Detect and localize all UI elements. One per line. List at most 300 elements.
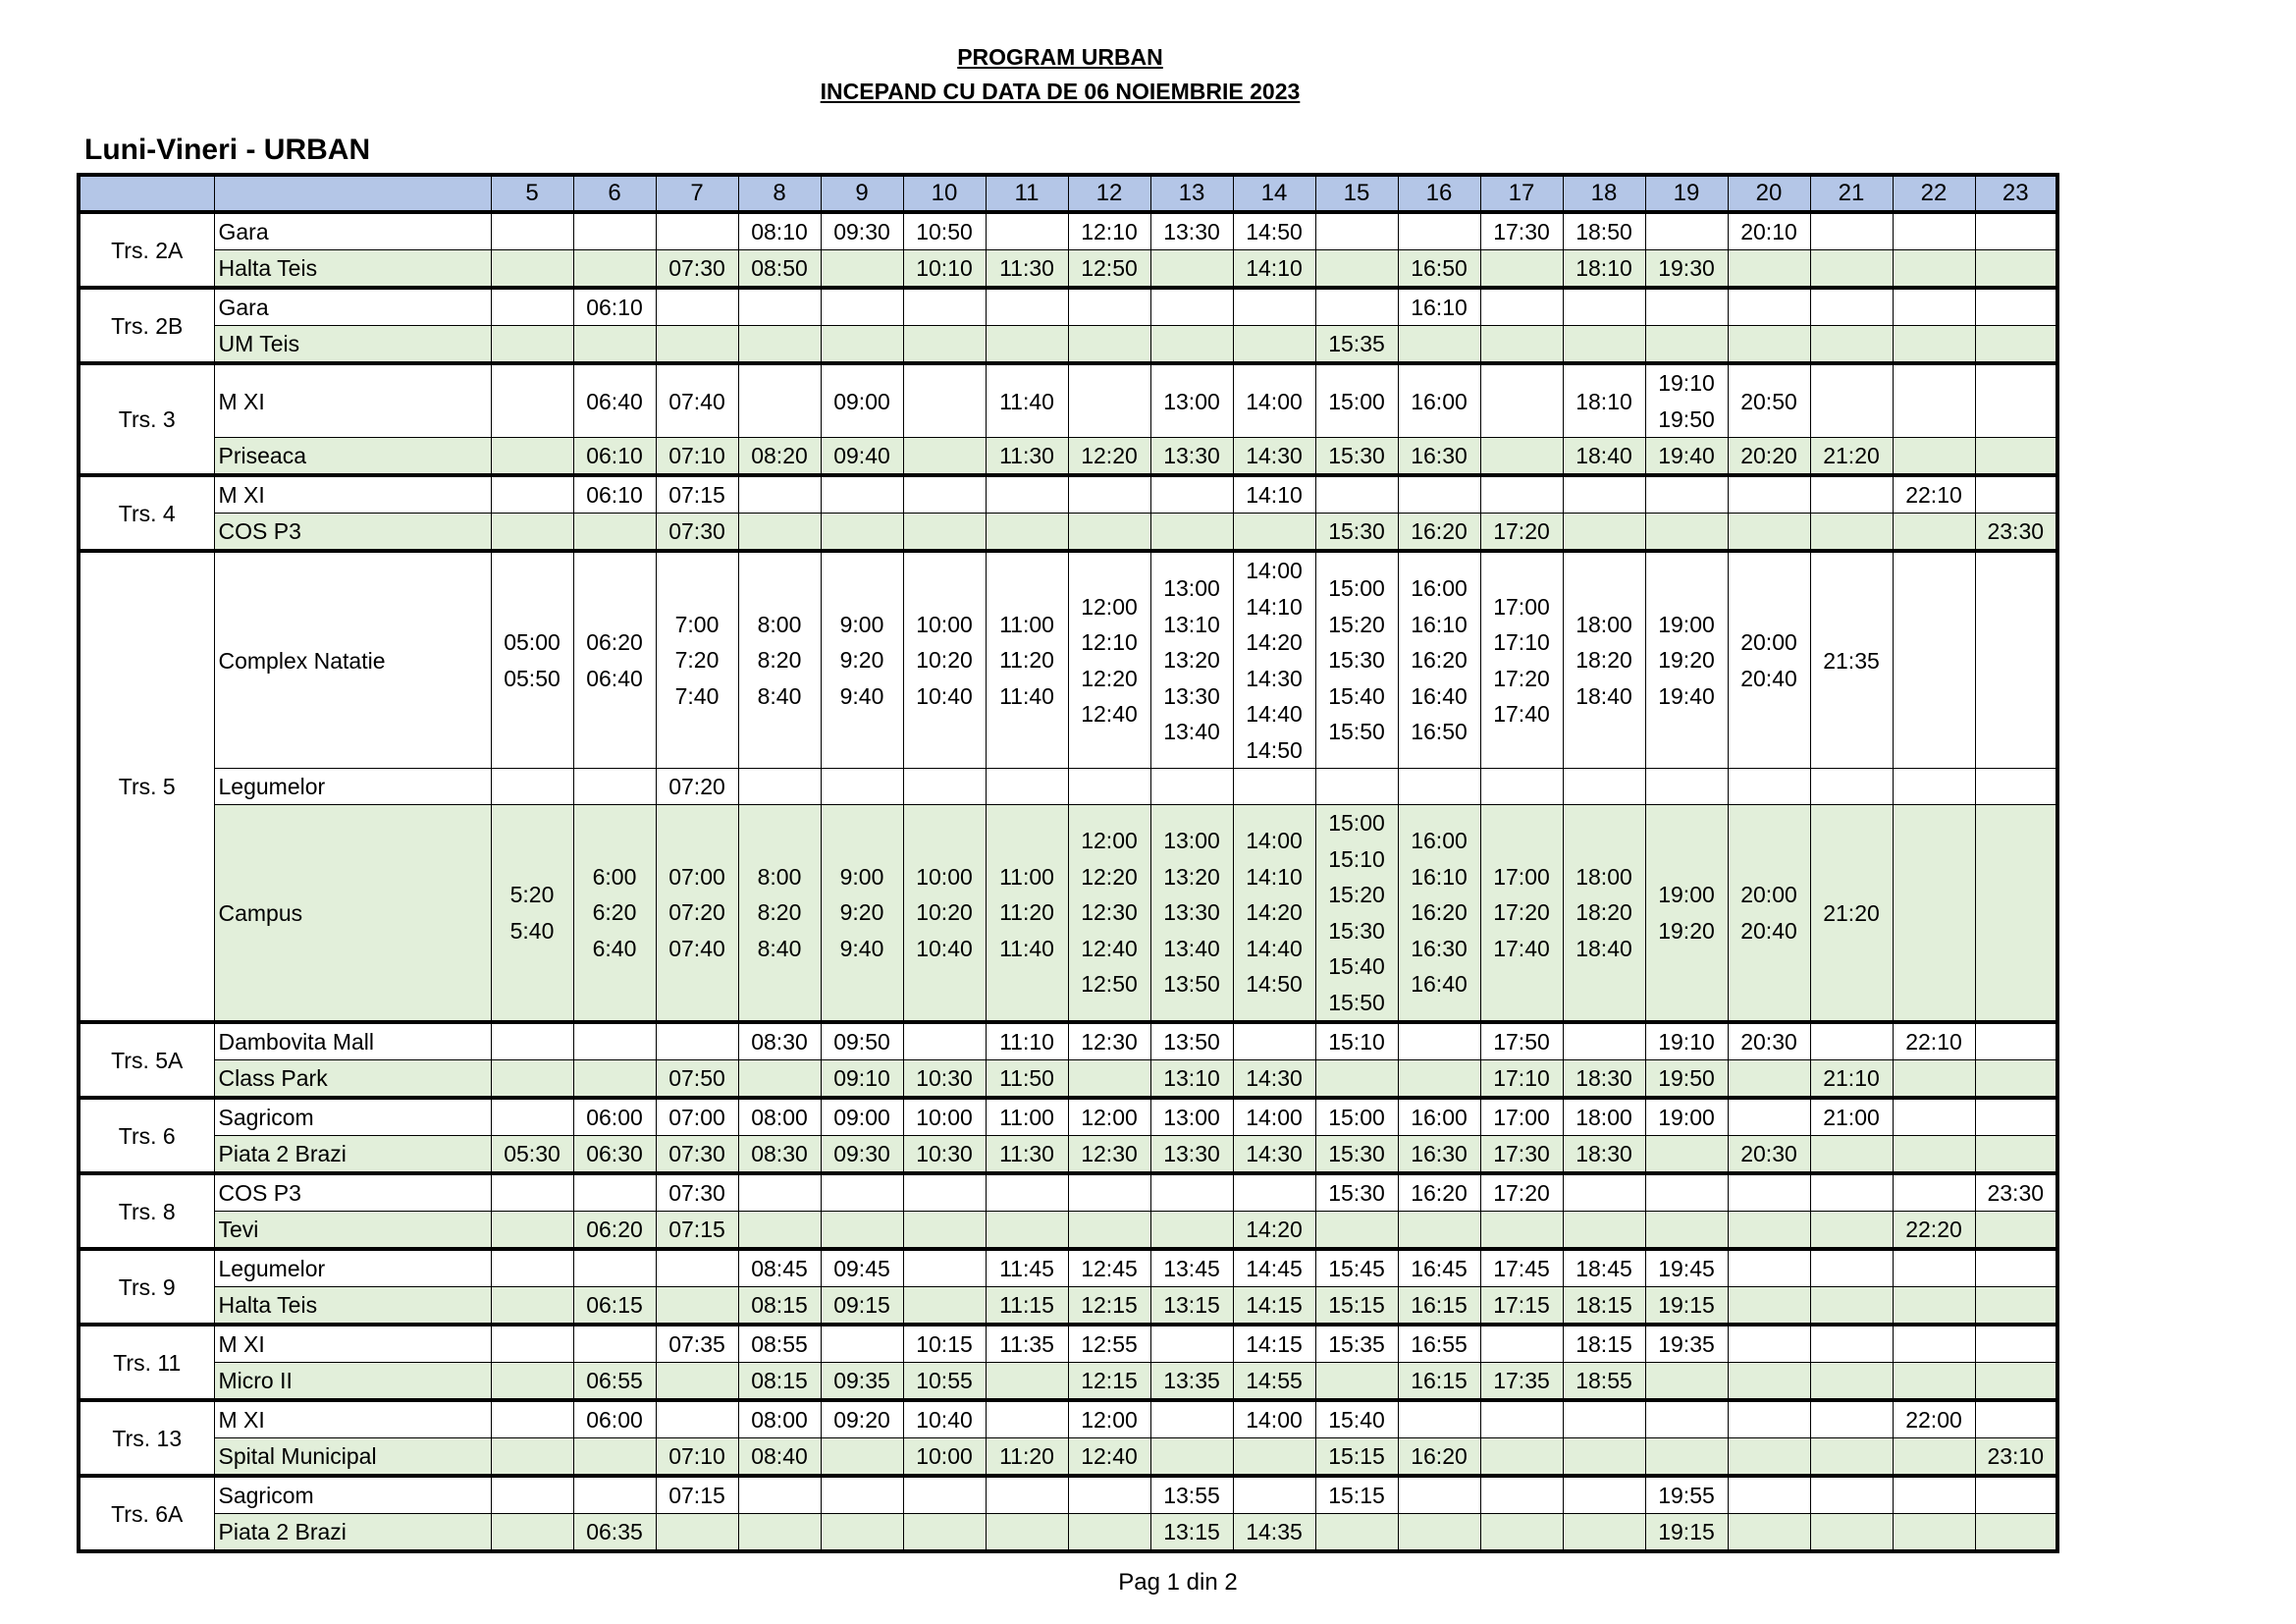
route-label: Trs. 6 (79, 1098, 214, 1173)
departure-time-cell: 19:15 (1645, 1287, 1728, 1326)
departure-time-cell (1893, 551, 1975, 769)
departure-time: 11:20 (999, 647, 1054, 674)
departure-time-cell (1563, 326, 1645, 364)
departure-time-cell (1398, 1060, 1480, 1099)
departure-time-cell: 07:30 (656, 1136, 738, 1174)
departure-time-cell (1810, 1173, 1893, 1212)
departure-time-cell: 13:50 (1150, 1022, 1233, 1060)
departure-time-cell: 08:00 (738, 1098, 821, 1136)
header-blank-cell (214, 175, 491, 212)
departure-time-cell (491, 363, 573, 438)
departure-time-cell: 08:15 (738, 1363, 821, 1401)
departure-time-cell: 15:45 (1315, 1249, 1398, 1287)
departure-time-cell: 16:30 (1398, 1136, 1480, 1174)
departure-time-cell (1563, 288, 1645, 326)
departure-time-cell (903, 551, 986, 769)
departure-time-cell (1975, 551, 2057, 769)
departure-time-cell (573, 514, 656, 552)
departure-time-cell: 09:15 (821, 1287, 903, 1326)
departure-time-cell: 15:35 (1315, 326, 1398, 364)
departure-time: 14:30 (1246, 665, 1303, 691)
route-label: Trs. 5A (79, 1022, 214, 1098)
departure-time-cell (1810, 1212, 1893, 1250)
departure-time-cell: 06:00 (573, 1400, 656, 1438)
departure-time: 14:20 (1246, 899, 1303, 926)
departure-time: 18:00 (1575, 611, 1632, 637)
departure-time-cell (1068, 1476, 1150, 1514)
departure-time-cell (1480, 250, 1563, 289)
departure-time: 5:20 (509, 882, 555, 907)
departure-time-cell: 16:20 (1398, 1438, 1480, 1477)
departure-time: 17:40 (1493, 935, 1550, 961)
departure-time-cell (491, 288, 573, 326)
departure-time-cell (986, 1173, 1068, 1212)
departure-time: 11:20 (999, 899, 1054, 926)
departure-time: 16:20 (1411, 899, 1468, 926)
departure-time-cell: 09:50 (821, 1022, 903, 1060)
departure-time-cell: 05:30 (491, 1136, 573, 1174)
departure-time-cell: 08:15 (738, 1287, 821, 1326)
departure-time-cell (1810, 1325, 1893, 1363)
departure-time: 17:20 (1493, 665, 1550, 691)
stop-name: UM Teis (214, 326, 491, 364)
departure-time-cell (1645, 1363, 1728, 1401)
stop-name: Priseaca (214, 438, 491, 476)
departure-time-cell: 13:00 (1150, 1098, 1233, 1136)
departure-time-cell: 15:30 (1315, 1136, 1398, 1174)
departure-time-cell: 18:30 (1563, 1136, 1645, 1174)
departure-time-cell (903, 1514, 986, 1552)
departure-time-cell: 21:20 (1810, 805, 1893, 1023)
departure-time-cell (573, 769, 656, 805)
departure-time-cell (1975, 250, 2057, 289)
departure-time: 19:20 (1658, 647, 1715, 674)
departure-time-cell (1728, 551, 1810, 769)
departure-time-cell: 13:15 (1150, 1287, 1233, 1326)
departure-time-cell: 15:10 (1315, 1022, 1398, 1060)
departure-time-cell (1315, 1060, 1398, 1099)
departure-time-cell: 16:15 (1398, 1363, 1480, 1401)
stop-name: Class Park (214, 1060, 491, 1099)
departure-time-cell (656, 1400, 738, 1438)
hour-header: 22 (1893, 175, 1975, 212)
departure-time-cell (1068, 1173, 1150, 1212)
departure-time-cell: 13:10 (1150, 1060, 1233, 1099)
departure-time-cell (491, 212, 573, 250)
departure-time-cell (1315, 1212, 1398, 1250)
departure-time-cell: 21:20 (1810, 438, 1893, 476)
departure-time-cell (738, 1060, 821, 1099)
departure-time-cell (1645, 1438, 1728, 1477)
departure-time-cell (1893, 1098, 1975, 1136)
departure-time-cell: 22:00 (1893, 1400, 1975, 1438)
departure-time: 16:30 (1411, 935, 1468, 961)
departure-time-cell (1398, 805, 1480, 1023)
departure-time-cell: 17:20 (1480, 514, 1563, 552)
route-label: Trs. 8 (79, 1173, 214, 1249)
departure-time-cell (1480, 1400, 1563, 1438)
departure-time-cell: 06:35 (573, 1514, 656, 1552)
departure-time: 9:20 (839, 899, 884, 926)
departure-time: 9:40 (839, 935, 884, 961)
departure-time: 17:20 (1493, 899, 1550, 926)
stop-name: Spital Municipal (214, 1438, 491, 1477)
departure-time: 07:40 (668, 935, 725, 961)
departure-time-cell: 17:15 (1480, 1287, 1563, 1326)
departure-time-cell: 19:50 (1645, 1060, 1728, 1099)
departure-time-cell (1563, 551, 1645, 769)
schedule-row (79, 438, 2057, 476)
departure-time-cell (986, 1514, 1068, 1552)
departure-time-cell: 14:30 (1233, 438, 1315, 476)
departure-time-cell (1315, 769, 1398, 805)
departure-time-cell: 11:40 (986, 363, 1068, 438)
departure-time-cell (821, 1325, 903, 1363)
stop-name: M XI (214, 1400, 491, 1438)
departure-time-cell (1893, 363, 1975, 438)
departure-time-cell (903, 288, 986, 326)
departure-time-cell: 08:00 (738, 1400, 821, 1438)
departure-time-cell (1563, 1438, 1645, 1477)
departure-time-cell (1728, 1514, 1810, 1552)
departure-time-cell (986, 769, 1068, 805)
departure-time-cell (1645, 326, 1728, 364)
departure-time-cell: 11:10 (986, 1022, 1068, 1060)
departure-time-cell (1975, 769, 2057, 805)
departure-time-cell (1810, 514, 1893, 552)
hour-header-row (79, 175, 2057, 212)
departure-time-cell (573, 1022, 656, 1060)
schedule-row (79, 1476, 2057, 1514)
departure-time-cell (573, 1476, 656, 1514)
departure-time-cell: 16:20 (1398, 514, 1480, 552)
schedule-table (77, 173, 2059, 1553)
hour-header: 14 (1233, 175, 1315, 212)
departure-time-cell (1893, 326, 1975, 364)
departure-time-cell: 07:40 (656, 363, 738, 438)
schedule-row (79, 326, 2057, 364)
departure-time-cell (821, 514, 903, 552)
departure-time-cell (656, 326, 738, 364)
departure-time-cell (1480, 1212, 1563, 1250)
departure-time-cell (1480, 326, 1563, 364)
departure-time-cell: 08:20 (738, 438, 821, 476)
departure-time-cell (1563, 1514, 1645, 1552)
stop-name: Sagricom (214, 1098, 491, 1136)
departure-time-cell (1398, 1514, 1480, 1552)
departure-time: 8:00 (757, 863, 802, 890)
departure-time: 11:00 (999, 611, 1054, 637)
schedule-row (79, 250, 2057, 289)
departure-time: 14:50 (1246, 971, 1303, 998)
departure-time-cell (1068, 475, 1150, 514)
departure-time-cell (1480, 1438, 1563, 1477)
departure-time-cell: 18:10 (1563, 250, 1645, 289)
departure-time-cell: 10:00 (903, 1438, 986, 1477)
departure-time: 7:40 (674, 682, 720, 709)
departure-time: 8:20 (757, 647, 802, 674)
departure-time-cell (1645, 1173, 1728, 1212)
departure-time-cell: 13:55 (1150, 1476, 1233, 1514)
departure-time-cell (738, 288, 821, 326)
departure-time-cell (903, 1173, 986, 1212)
departure-time-cell: 08:10 (738, 212, 821, 250)
page-footer: Pag 1 din 2 (1118, 1569, 1238, 1596)
departure-time-cell: 10:00 (903, 1098, 986, 1136)
departure-time-cell: 13:45 (1150, 1249, 1233, 1287)
departure-time-cell: 17:00 (1480, 1098, 1563, 1136)
departure-time-cell (821, 1514, 903, 1552)
departure-time-cell: 09:20 (821, 1400, 903, 1438)
departure-time-cell (1315, 805, 1398, 1023)
departure-time-cell (573, 1325, 656, 1363)
departure-time-cell (821, 1212, 903, 1250)
departure-time: 19:00 (1658, 882, 1715, 907)
departure-time-cell (1975, 475, 2057, 514)
departure-time-cell: 14:50 (1233, 212, 1315, 250)
schedule-row (79, 1514, 2057, 1552)
departure-time-cell: 21:00 (1810, 1098, 1893, 1136)
departure-time-cell (1480, 1476, 1563, 1514)
departure-time: 20:00 (1740, 629, 1797, 655)
departure-time-cell (1398, 1476, 1480, 1514)
departure-time: 13:40 (1163, 935, 1220, 961)
departure-time-cell: 09:30 (821, 1136, 903, 1174)
departure-time-cell (821, 1476, 903, 1514)
departure-time-cell: 09:40 (821, 438, 903, 476)
departure-time: 19:20 (1658, 917, 1715, 944)
departure-time-cell (1975, 1363, 2057, 1401)
hour-header: 12 (1068, 175, 1150, 212)
departure-time: 9:00 (839, 611, 884, 637)
departure-time-cell (903, 438, 986, 476)
departure-time-cell (1728, 475, 1810, 514)
departure-time-cell (573, 1173, 656, 1212)
stop-name: Legumelor (214, 1249, 491, 1287)
departure-time-cell (1975, 1249, 2057, 1287)
schedule-row (79, 1022, 2057, 1060)
departure-time-cell: 18:45 (1563, 1249, 1645, 1287)
departure-time-cell: 18:30 (1563, 1060, 1645, 1099)
departure-time-cell (491, 1325, 573, 1363)
departure-time-cell (1975, 1287, 2057, 1326)
departure-time: 14:50 (1246, 736, 1303, 763)
departure-time-cell: 16:50 (1398, 250, 1480, 289)
departure-time-cell: 15:30 (1315, 1173, 1398, 1212)
stop-name: Micro II (214, 1363, 491, 1401)
departure-time-cell (986, 1363, 1068, 1401)
departure-time-cell (1645, 514, 1728, 552)
stop-name: Halta Teis (214, 250, 491, 289)
departure-time-cell (903, 1212, 986, 1250)
departure-time-cell: 15:30 (1315, 438, 1398, 476)
departure-time-cell (1150, 288, 1233, 326)
departure-time-cell: 20:30 (1728, 1136, 1810, 1174)
departure-time-cell: 17:50 (1480, 1022, 1563, 1060)
departure-time-cell (656, 212, 738, 250)
departure-time: 12:00 (1081, 593, 1138, 620)
departure-time-cell: 11:30 (986, 438, 1068, 476)
departure-time: 12:40 (1081, 935, 1138, 961)
departure-time: 14:20 (1246, 629, 1303, 655)
departure-time-cell (1728, 1173, 1810, 1212)
stop-name: Complex Natatie (214, 551, 491, 769)
departure-time-cell (1728, 288, 1810, 326)
departure-time-cell (1728, 1438, 1810, 1477)
departure-time-cell (1810, 288, 1893, 326)
departure-time: 15:20 (1328, 611, 1385, 637)
departure-time-cell (1233, 326, 1315, 364)
departure-time: 5:40 (509, 917, 555, 944)
departure-time: 15:50 (1328, 989, 1385, 1015)
departure-time-cell (1480, 363, 1563, 438)
departure-time: 10:40 (916, 682, 973, 709)
departure-time-cell: 12:30 (1068, 1022, 1150, 1060)
schedule-row (79, 1249, 2057, 1287)
departure-time-cell (1068, 514, 1150, 552)
departure-time: 20:00 (1740, 882, 1797, 907)
departure-time-cell (821, 1173, 903, 1212)
section-title: Luni-Vineri - URBAN (84, 134, 371, 166)
departure-time-cell (1893, 769, 1975, 805)
departure-time-cell: 17:45 (1480, 1249, 1563, 1287)
departure-time-cell (1810, 1514, 1893, 1552)
departure-time-cell: 08:50 (738, 250, 821, 289)
departure-time: 6:20 (592, 899, 637, 926)
departure-time-cell (573, 1249, 656, 1287)
departure-time-cell (1233, 1438, 1315, 1477)
departure-time-cell: 15:15 (1315, 1438, 1398, 1477)
departure-time-cell (1975, 1098, 2057, 1136)
departure-time-cell: 07:15 (656, 1212, 738, 1250)
departure-time-cell: 12:40 (1068, 1438, 1150, 1477)
departure-time: 18:40 (1575, 682, 1632, 709)
departure-time-cell (573, 1060, 656, 1099)
departure-time-cell: 21:10 (1810, 1060, 1893, 1099)
departure-time-cell (1645, 363, 1728, 438)
departure-time-cell (1728, 1476, 1810, 1514)
departure-time-cell: 10:30 (903, 1136, 986, 1174)
departure-time: 10:20 (916, 899, 973, 926)
departure-time-cell: 16:30 (1398, 438, 1480, 476)
departure-time: 12:00 (1081, 828, 1138, 854)
departure-time-cell: 06:15 (573, 1287, 656, 1326)
departure-time-cell: 07:00 (656, 1098, 738, 1136)
departure-time: 14:40 (1246, 935, 1303, 961)
departure-time-cell (1975, 1212, 2057, 1250)
departure-time-cell (1810, 363, 1893, 438)
departure-time: 19:00 (1658, 611, 1715, 637)
departure-time-cell (1893, 514, 1975, 552)
departure-time: 16:40 (1411, 682, 1468, 709)
departure-time-cell (573, 551, 656, 769)
departure-time-cell (1563, 1476, 1645, 1514)
departure-time-cell: 19:00 (1645, 1098, 1728, 1136)
departure-time-cell: 07:30 (656, 1173, 738, 1212)
departure-time-cell (738, 1514, 821, 1552)
departure-time: 7:00 (674, 611, 720, 637)
departure-time-cell: 14:10 (1233, 475, 1315, 514)
departure-time-cell (1810, 250, 1893, 289)
departure-time-cell (1315, 212, 1398, 250)
departure-time-cell: 15:00 (1315, 363, 1398, 438)
departure-time-cell (1893, 805, 1975, 1023)
departure-time-cell (1645, 1136, 1728, 1174)
departure-time-cell (491, 1249, 573, 1287)
departure-time-cell (1480, 551, 1563, 769)
departure-time: 14:00 (1246, 558, 1303, 583)
hour-header: 18 (1563, 175, 1645, 212)
departure-time-cell (986, 1476, 1068, 1514)
hour-header: 16 (1398, 175, 1480, 212)
departure-time-cell: 14:35 (1233, 1514, 1315, 1552)
schedule-row (79, 514, 2057, 552)
departure-time: 8:20 (757, 899, 802, 926)
departure-time: 16:40 (1411, 971, 1468, 998)
departure-time: 15:30 (1328, 917, 1385, 944)
departure-time: 11:00 (999, 863, 1054, 890)
departure-time-cell: 15:40 (1315, 1400, 1398, 1438)
departure-time-cell: 18:00 (1563, 1098, 1645, 1136)
departure-time-cell (656, 1514, 738, 1552)
schedule-row (79, 363, 2057, 438)
departure-time-cell: 12:55 (1068, 1325, 1150, 1363)
schedule-row (79, 1400, 2057, 1438)
departure-time-cell (903, 1249, 986, 1287)
document-title: PROGRAM URBAN (957, 44, 1163, 70)
departure-time: 18:00 (1575, 863, 1632, 890)
departure-time: 18:40 (1575, 935, 1632, 961)
departure-time-cell: 10:30 (903, 1060, 986, 1099)
departure-time-cell (1563, 514, 1645, 552)
departure-time-cell (491, 805, 573, 1023)
stop-name: Campus (214, 805, 491, 1023)
departure-time-cell (656, 1249, 738, 1287)
departure-time-cell: 07:35 (656, 1325, 738, 1363)
departure-time-cell (1068, 1060, 1150, 1099)
route-label: Trs. 13 (79, 1400, 214, 1476)
departure-time-cell: 13:00 (1150, 363, 1233, 438)
departure-time: 11:40 (999, 935, 1054, 961)
hour-header: 13 (1150, 175, 1233, 212)
departure-time-cell (738, 514, 821, 552)
departure-time: 05:50 (504, 665, 561, 691)
departure-time-cell (491, 1476, 573, 1514)
route-label: Trs. 2A (79, 212, 214, 288)
departure-time-cell: 14:55 (1233, 1363, 1315, 1401)
departure-time: 13:00 (1163, 575, 1220, 602)
departure-time-cell (1975, 212, 2057, 250)
departure-time: 17:00 (1493, 593, 1550, 620)
departure-time-cell: 12:15 (1068, 1287, 1150, 1326)
departure-time-cell (573, 250, 656, 289)
departure-time-cell (1068, 326, 1150, 364)
departure-time-cell (821, 769, 903, 805)
departure-time-cell: 10:15 (903, 1325, 986, 1363)
departure-time-cell (1563, 1173, 1645, 1212)
hour-header: 21 (1810, 175, 1893, 212)
schedule-row (79, 1438, 2057, 1477)
departure-time: 15:40 (1328, 953, 1385, 979)
departure-time-cell (1975, 438, 2057, 476)
departure-time-cell (491, 250, 573, 289)
stop-name: Legumelor (214, 769, 491, 805)
departure-time: 15:00 (1328, 575, 1385, 602)
departure-time-cell (1645, 212, 1728, 250)
departure-time-cell (491, 1363, 573, 1401)
departure-time: 16:00 (1411, 575, 1468, 602)
departure-time-cell: 21:35 (1810, 551, 1893, 769)
